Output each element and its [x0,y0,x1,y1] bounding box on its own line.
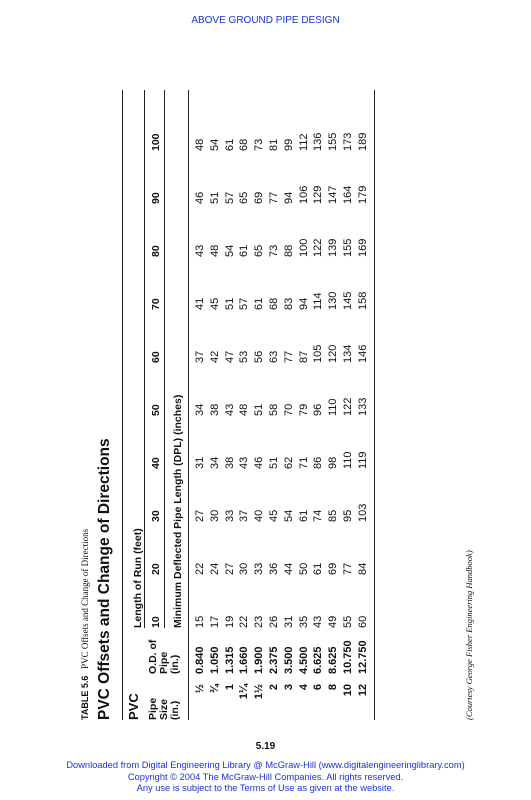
dpl-value-cell: 23 [253,615,266,628]
pipe-size-cell: 1 [223,684,236,691]
footer-line-1[interactable]: Downloaded from Digital Engineering Library @ McGraw-Hill (www.digitalengineeringlibrary.com) [66,760,465,770]
dpl-value-cell: 133 [356,397,369,416]
table-caption-text: PVC Offsets and Change of Directions [80,528,90,669]
dpl-value-cell: 69 [327,562,340,575]
dpl-value-cell: 54 [282,509,295,522]
dpl-value-cell: 42 [208,350,221,363]
dpl-value-cell: 85 [327,509,340,522]
dpl-value-cell: 179 [356,185,369,204]
dpl-value-cell: 158 [356,291,369,310]
dpl-value-cell: 73 [268,244,280,257]
dpl-value-cell: 77 [342,562,354,575]
od-cell: 1.900 [253,646,266,674]
dpl-value-cell: 99 [282,138,295,151]
dpl-value-cell: 43 [238,456,251,469]
dpl-value-cell: 34 [194,403,206,416]
dpl-value-cell: 86 [312,456,325,469]
dpl-value-cell: 94 [297,297,310,310]
dpl-value-cell: 47 [223,350,236,363]
dpl-value-cell: 79 [297,403,310,416]
dpl-value-cell: 53 [238,350,251,363]
dpl-value-cell: 94 [282,191,295,204]
dpl-value-cell: 61 [297,509,310,522]
dpl-value-cell: 36 [268,562,280,575]
dpl-value-cell: 87 [297,350,310,363]
material-label: PVC [126,693,141,720]
pipe-size-cell: 8 [327,684,340,691]
dpl-value-cell: 51 [223,297,236,310]
dpl-value-cell: 155 [327,132,340,151]
pipe-size-cell: 1½ [253,684,266,700]
dpl-value-cell: 155 [342,238,354,257]
table-caption-label: TABLE 5.6 [80,675,90,720]
dpl-value-cell: 71 [297,456,310,469]
dpl-value-cell: 164 [342,185,354,204]
run-length-header: 60 [150,351,162,363]
dpl-value-cell: 48 [194,138,206,151]
dpl-value-cell: 77 [282,350,295,363]
dpl-value-cell: 45 [208,297,221,310]
pipe-size-cell: 1¼ [238,684,251,700]
dpl-value-cell: 83 [282,297,295,310]
dpl-subheader: Minimum Deflected Pipe Length (DPL) (inches) [172,394,184,628]
dpl-value-cell: 55 [342,615,354,628]
dpl-value-cell: 61 [223,138,236,151]
dpl-value-cell: 43 [194,244,206,257]
od-header-line2: Pipe [158,651,170,674]
dpl-value-cell: 54 [223,244,236,257]
od-cell: 0.840 [194,646,206,674]
dpl-value-cell: 22 [238,615,251,628]
dpl-value-cell: 38 [208,403,221,416]
dpl-value-cell: 61 [312,562,325,575]
header-bottom-rule [188,90,189,720]
od-cell: 1.660 [238,646,251,674]
dpl-value-cell: 37 [238,509,251,522]
dpl-value-cell: 54 [208,138,221,151]
dpl-value-cell: 69 [253,191,266,204]
od-header-line1: O.D. of [147,639,159,674]
pipe-size-header-line1: Pipe [147,697,159,720]
dpl-value-cell: 68 [238,138,251,151]
dpl-value-cell: 57 [238,297,251,310]
dpl-value-cell: 26 [268,615,280,628]
pipe-size-cell: 12 [356,684,369,697]
dpl-value-cell: 129 [312,185,325,204]
pipe-size-header [148,698,181,720]
dpl-value-cell: 84 [356,562,369,575]
dpl-value-cell: 43 [312,615,325,628]
dpl-value-cell: 46 [194,191,206,204]
dpl-value-cell: 48 [238,403,251,416]
pipe-size-header-line3: (in.) [169,700,181,720]
od-header-line3: (in.) [169,654,181,674]
run-length-header: 40 [150,457,162,469]
dpl-value-cell: 110 [342,451,354,469]
dpl-value-cell: 61 [253,297,266,310]
od-cell: 6.625 [312,646,325,674]
dpl-value-cell: 17 [208,615,221,628]
od-cell: 4.500 [297,646,310,674]
dpl-value-cell: 189 [356,132,369,151]
run-length-header: 50 [150,404,162,416]
dpl-value-cell: 58 [268,403,280,416]
dpl-value-cell: 22 [194,562,206,575]
dpl-value-cell: 51 [208,191,221,204]
pipe-size-cell: 3 [282,684,295,691]
dpl-value-cell: 65 [253,244,266,257]
dpl-value-cell: 51 [268,456,280,469]
dpl-value-cell: 19 [223,615,236,628]
od-cell: 8.625 [327,646,340,674]
dpl-value-cell: 27 [194,509,206,522]
dpl-value-cell: 15 [194,615,206,628]
dpl-value-cell: 50 [297,562,310,575]
dpl-value-cell: 24 [208,562,221,575]
dpl-value-cell: 33 [253,562,266,575]
dpl-value-cell: 61 [238,244,251,257]
run-length-header: 20 [150,563,162,575]
dpl-value-cell: 136 [312,132,325,151]
dpl-value-cell: 56 [253,350,266,363]
dpl-value-cell: 146 [356,344,369,363]
dpl-value-cell: 95 [342,509,354,522]
pipe-size-cell: 6 [312,684,325,691]
dpl-value-cell: 37 [194,350,206,363]
run-length-header: 10 [150,616,162,628]
dpl-value-cell: 119 [356,451,369,469]
dpl-value-cell: 74 [312,509,325,522]
pipe-size-cell: 2 [268,684,280,691]
pipe-size-cell: ¾ [208,684,221,694]
top-rule [122,90,123,720]
dpl-value-cell: 106 [297,185,310,204]
dpl-value-cell: 114 [312,292,325,310]
run-length-header: 90 [150,192,162,204]
dpl-value-cell: 57 [223,191,236,204]
dpl-value-cell: 49 [327,615,340,628]
dpl-value-cell: 105 [312,344,325,363]
od-cell: 3.500 [282,646,295,674]
dpl-value-cell: 120 [327,344,340,363]
dpl-value-cell: 45 [268,509,280,522]
run-length-label: Length of Run (feet) [132,528,144,628]
dpl-value-cell: 31 [282,615,295,628]
od-cell: 10.750 [342,640,354,674]
run-length-header: 80 [150,245,162,257]
dpl-value-cell: 81 [268,138,280,151]
dpl-value-cell: 43 [223,403,236,416]
dpl-value-cell: 77 [268,191,280,204]
pipe-size-cell: 4 [297,684,310,691]
dpl-value-cell: 27 [223,562,236,575]
dpl-value-cell: 31 [194,456,206,469]
dpl-value-cell: 96 [312,403,325,416]
run-length-header: 30 [150,510,162,522]
running-header: ABOVE GROUND PIPE DESIGN [191,15,340,26]
run-length-header: 100 [150,133,162,151]
dpl-value-cell: 33 [223,509,236,522]
dpl-value-cell: 147 [327,185,340,204]
dpl-value-cell: 70 [282,403,295,416]
dpl-value-cell: 98 [327,456,340,469]
dpl-value-cell: 51 [253,403,266,416]
dpl-value-cell: 48 [208,244,221,257]
dpl-value-cell: 62 [282,456,295,469]
table-title: PVC Offsets and Change of Directions [96,438,113,720]
od-cell: 1.315 [223,646,236,674]
od-cell: 12.750 [356,640,369,674]
dpl-value-cell: 100 [297,238,310,257]
od-cell: 2.375 [268,646,280,674]
dpl-value-cell: 134 [342,344,354,363]
dpl-value-cell: 103 [356,503,369,522]
dpl-value-cell: 122 [312,238,325,257]
dpl-value-cell: 41 [194,297,206,310]
table-source-note: (Courtesy George Fisher Engineering Handbook) [464,550,474,720]
page-number: 5.19 [255,741,276,752]
dpl-value-cell: 68 [268,297,280,310]
dpl-value-cell: 122 [342,397,354,416]
dpl-value-cell: 46 [253,456,266,469]
table-caption [80,529,90,720]
bottom-rule [374,90,375,720]
pipe-size-header-line2: Size [158,698,170,720]
dpl-value-cell: 110 [327,398,340,416]
dpl-value-cell: 130 [327,291,340,310]
od-header [148,640,181,674]
dpl-value-cell: 139 [327,238,340,257]
dpl-value-cell: 173 [342,132,354,151]
dpl-value-cell: 63 [268,350,280,363]
footer-line-3: Any use is subject to the Terms of Use as given at the website. [136,783,395,793]
run-rule [144,90,145,628]
dpl-value-cell: 145 [342,291,354,310]
dpl-value-cell: 38 [223,456,236,469]
dpl-value-cell: 65 [238,191,251,204]
dpl-value-cell: 73 [253,138,266,151]
dpl-value-cell: 112 [297,133,310,151]
od-cell: 1.050 [208,646,221,674]
dpl-value-cell: 169 [356,238,369,257]
dpl-value-cell: 35 [297,615,310,628]
subheader-rule [164,90,165,628]
download-footer [0,760,531,795]
dpl-value-cell: 30 [238,562,251,575]
dpl-value-cell: 34 [208,456,221,469]
dpl-value-cell: 88 [282,244,295,257]
rotated-table-block [80,80,480,720]
run-length-header: 70 [150,298,162,310]
dpl-value-cell: 30 [208,509,221,522]
footer-line-2: Copyright © 2004 The McGraw-Hill Companies. All rights reserved. [127,771,404,782]
dpl-value-cell: 60 [356,615,369,628]
dpl-value-cell: 40 [253,509,266,522]
pipe-size-cell: ½ [194,684,206,694]
pipe-size-cell: 10 [342,684,354,697]
dpl-value-cell: 44 [282,562,295,575]
